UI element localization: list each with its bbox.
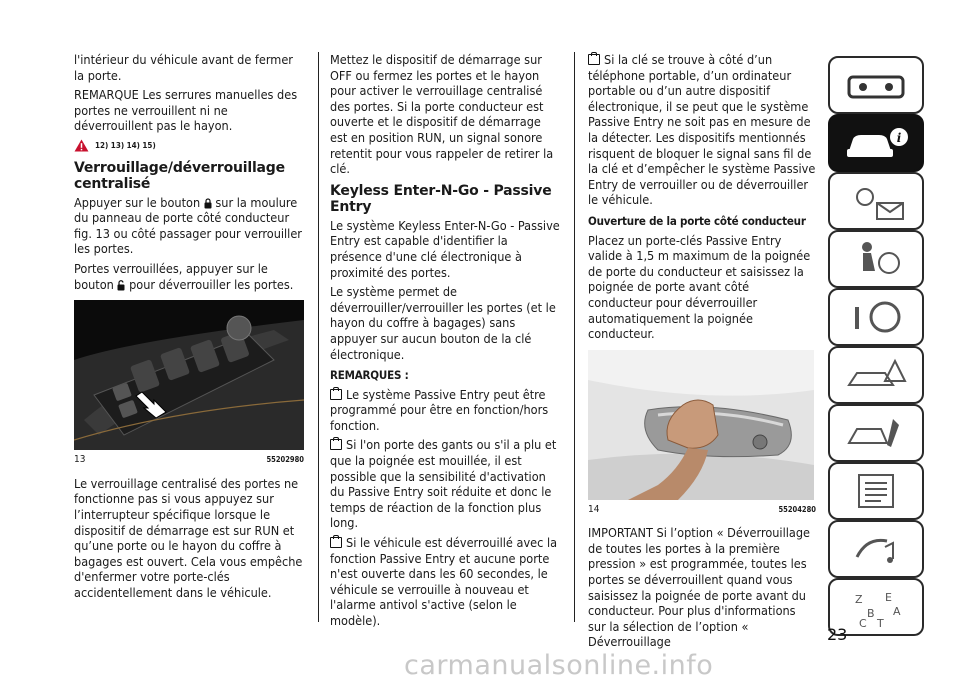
figure-reference: 55204280 bbox=[778, 504, 816, 514]
tab-starting-driving[interactable] bbox=[828, 288, 924, 346]
text: Si l'on porte des gants ou s'il a plu et que la poignée est mouillée, il est possible que la sensibilité d'activation du Passive Entry soit réduite et donc le temps de réaction de la fonction plus long. bbox=[330, 437, 557, 531]
figure-caption bbox=[588, 502, 816, 518]
warning-references bbox=[74, 138, 304, 154]
page-number: 23 bbox=[827, 625, 848, 644]
paragraph: Le système permet de déverrouiller/verrouiller les portes (et le hayon du coffre à bagages) sans appuyer sur aucun bouton de la clé électronique. bbox=[330, 284, 556, 362]
svg-text:B: B bbox=[867, 607, 875, 620]
note-bullet-icon bbox=[330, 537, 342, 548]
note-bullet-icon bbox=[330, 439, 342, 450]
section-heading: Keyless Enter-N-Go - Passive Entry bbox=[330, 182, 552, 215]
svg-text:E: E bbox=[885, 591, 892, 604]
paragraph: l'intérieur du véhicule avant de fermer la porte. bbox=[74, 52, 293, 83]
subsection-heading: Ouverture de la porte côté conducteur bbox=[588, 213, 806, 228]
column-1 bbox=[74, 52, 304, 604]
tab-multimedia[interactable] bbox=[828, 520, 924, 578]
tab-technical-data[interactable] bbox=[828, 462, 924, 520]
watermark: carmanualsonline.info bbox=[404, 650, 714, 681]
figure-number: 13 bbox=[74, 454, 86, 466]
airbag-safety-icon bbox=[841, 237, 911, 281]
lock-button-icon bbox=[204, 198, 212, 209]
text: Appuyer sur le bouton bbox=[74, 194, 201, 210]
text: sur la moulure du panneau de porte côté conducteur fig. 13 ou côté passager pour verrouiller les portes. bbox=[74, 194, 302, 257]
remarks-title: REMARQUES : bbox=[330, 368, 409, 383]
figure-number: 14 bbox=[588, 503, 600, 515]
column-divider bbox=[318, 52, 319, 622]
tab-safety[interactable] bbox=[828, 230, 924, 288]
paragraph bbox=[74, 261, 304, 292]
column-2 bbox=[330, 52, 560, 633]
paragraph: Mettez le dispositif de démarrage sur OFF ou fermez les portes et le hayon pour activer le verrouillage centralisé des portes. Si la porte conducteur est ouverte et le dispositif de démarrage est en position RUN, un signal sonore retentit pour vous rappeler de retirer la clé. bbox=[330, 52, 554, 177]
door-handle-illustration bbox=[588, 350, 814, 500]
car-info-icon bbox=[841, 121, 911, 165]
unlock-button-icon bbox=[117, 280, 125, 291]
section-heading: Verrouillage/déverrouillage centralisé bbox=[74, 159, 285, 192]
car-emergency-icon bbox=[841, 353, 911, 397]
warning-lights-message-icon bbox=[841, 179, 911, 223]
warning-triangle-icon bbox=[74, 139, 89, 152]
figure-door-lock-switch bbox=[74, 300, 304, 450]
paragraph: Placez un porte-clés Passive Entry valide à 1,5 m maximum de la poignée de porte du conducteur et saisissez la poignée de porte avant côté conducteur pour déverrouiller automatiquement la poignée conducteur. bbox=[588, 232, 811, 342]
tab-warning-lights[interactable] bbox=[828, 172, 924, 230]
svg-text:i: i bbox=[896, 131, 902, 145]
paragraph: Le verrouillage centralisé des portes ne fonctionne pas si vous appuyez sur l’interrupteur spécifique lorsque le dispositif de démarrage est sur RUN et qu’une porte ou le hayon du coffre à bagages est ouvert. Cela vous empêche d'enfermer votre porte-clés accidentellement dans le véhicule. bbox=[74, 475, 303, 600]
multimedia-icon bbox=[841, 527, 911, 571]
svg-text:A: A bbox=[893, 605, 901, 618]
text: Si la clé se trouve à côté d’un téléphone portable, d’un ordinateur portable ou d’un autre dispositif électronique, il se peut que le système Passive Entry ne soit pas en mesure de la détecter. Les dispositifs mentionnés risquent de bloquer le signal sans fil de la clé et d’empêcher le système Passive Entry de verrouiller ou de déverrouiller le véhicule. bbox=[588, 52, 816, 208]
tab-dashboard[interactable] bbox=[828, 56, 924, 114]
svg-text:T: T bbox=[877, 617, 884, 629]
tab-maintenance[interactable] bbox=[828, 404, 924, 462]
figure-caption bbox=[74, 452, 304, 468]
text: pour déverrouiller les portes. bbox=[129, 276, 294, 292]
column-divider bbox=[574, 52, 575, 622]
car-maintenance-icon bbox=[841, 411, 911, 455]
note-bullet-icon bbox=[588, 54, 600, 65]
door-panel-illustration bbox=[74, 300, 304, 450]
column-3 bbox=[588, 52, 816, 654]
paragraph: Le système Keyless Enter-N-Go - Passive Entry est capable d'identifier la présence d'une clé électronique à proximité des portes. bbox=[330, 217, 560, 280]
text: Portes verrouillées, appuyer sur le bouton bbox=[74, 260, 268, 292]
warning-refs-text: 12) 13) 14) 15) bbox=[95, 140, 156, 150]
bullet-item bbox=[330, 535, 560, 629]
alphabetical-index-icon bbox=[841, 585, 911, 629]
bullet-item bbox=[588, 52, 816, 208]
paragraph bbox=[74, 195, 304, 257]
text: Le système Passive Entry peut être programmé pour être en fonction/hors fonction. bbox=[330, 386, 549, 433]
technical-data-icon bbox=[841, 469, 911, 513]
note-bullet-icon bbox=[330, 389, 342, 400]
bullet-item bbox=[330, 387, 560, 434]
bullet-item bbox=[330, 437, 560, 531]
svg-text:C: C bbox=[859, 617, 867, 629]
svg-text:Z: Z bbox=[855, 593, 863, 606]
steering-wheel-start-icon bbox=[841, 295, 911, 339]
tab-vehicle-info[interactable] bbox=[828, 114, 924, 172]
car-dashboard-icon bbox=[841, 63, 911, 107]
figure-reference: 55202980 bbox=[266, 455, 304, 465]
paragraph: IMPORTANT Si l’option « Déverrouillage de toutes les portes à la première pression » est programmée, toutes les portes se déverrouillent quand vous saisissez la poignée de porte avant du conducteur. Pour plus d'informations sur la sélection de l’option « Déverrouillage bbox=[588, 525, 810, 650]
figure-door-handle bbox=[588, 350, 814, 500]
remark-paragraph: REMARQUE Les serrures manuelles des portes ne verrouillent ni ne déverrouillent pas le hayon. bbox=[74, 87, 298, 134]
text: Si le véhicule est déverrouillé avec la fonction Passive Entry et aucune porte n'est ouverte dans les 60 secondes, le véhicule se verrouille à nouveau et l'alarme antivol s'active (selon le modèle). bbox=[330, 535, 558, 628]
tab-emergency[interactable] bbox=[828, 346, 924, 404]
